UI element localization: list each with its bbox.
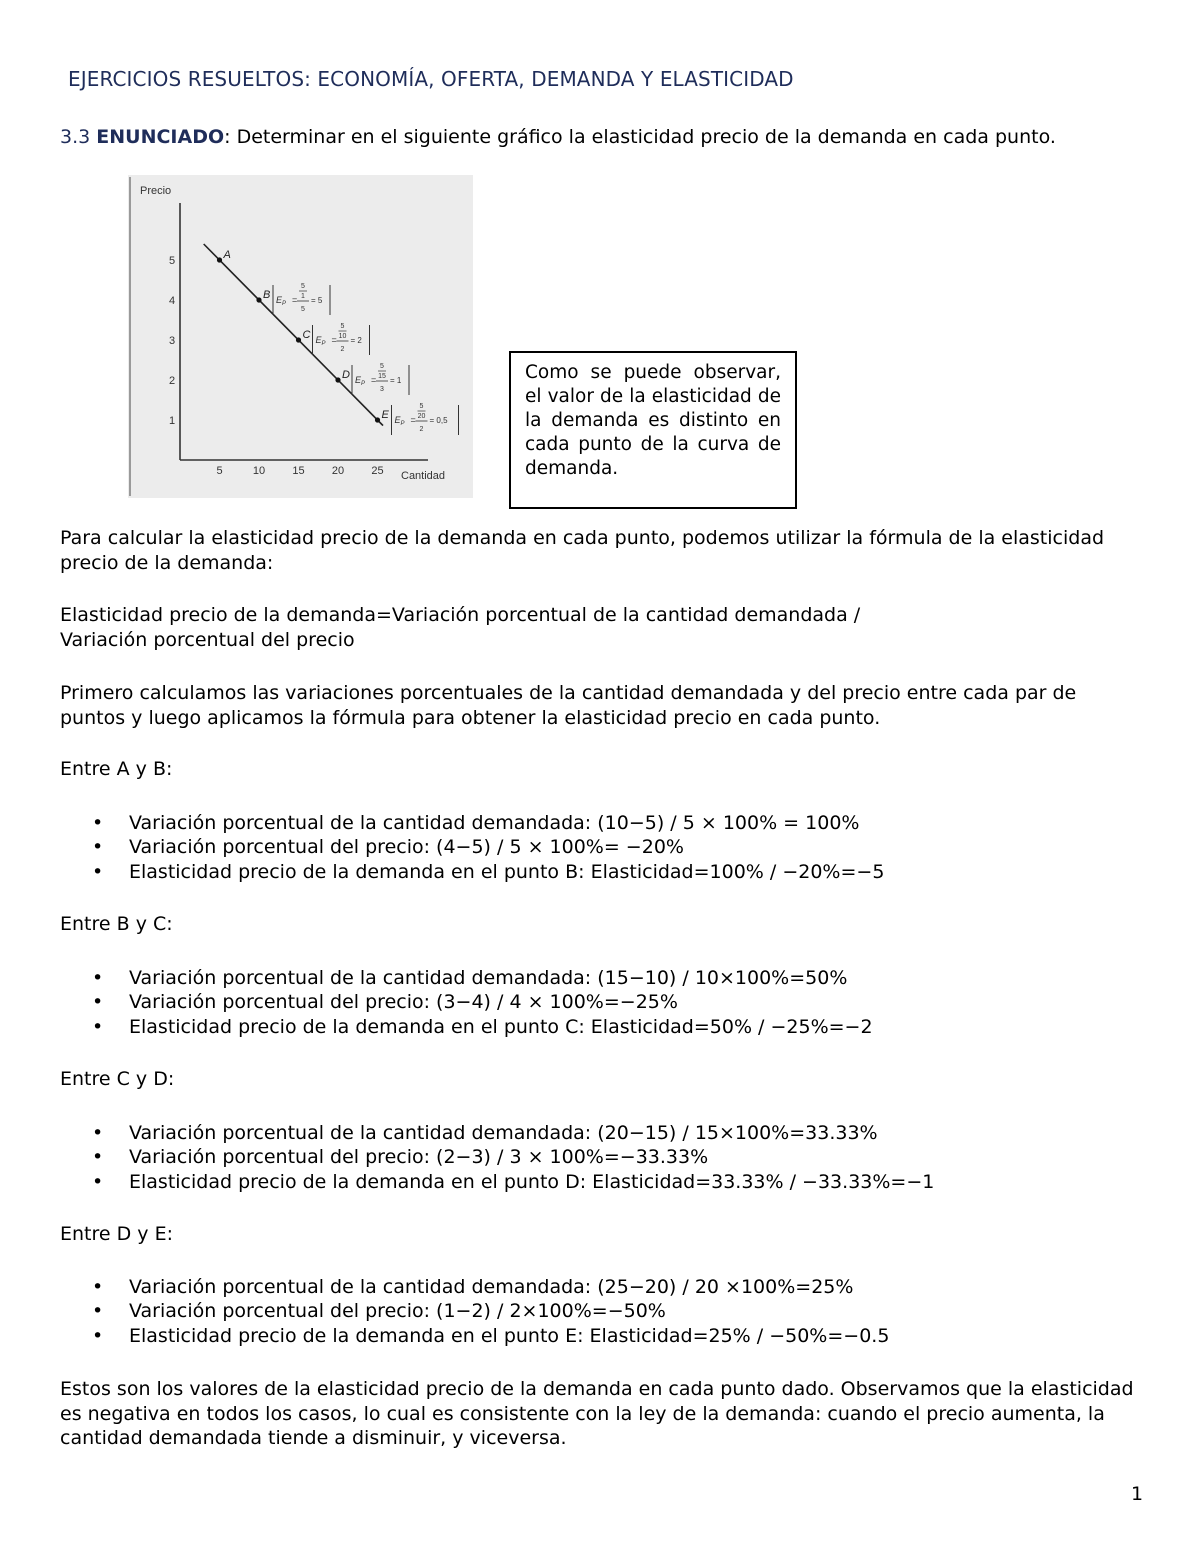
fraction-top: 5 — [301, 283, 305, 290]
data-point — [335, 377, 340, 382]
list-item: • Elasticidad precio de la demanda en el punto B: Elasticidad=100% / −20%=−5 — [60, 860, 884, 884]
exercise-statement — [60, 126, 1056, 148]
fraction-bottom: 15 — [378, 373, 386, 380]
x-tick-label: 10 — [252, 465, 266, 477]
demand-chart — [128, 175, 473, 498]
section-heading: Entre C y D: — [60, 1068, 175, 1090]
list-item: • Variación porcentual del precio: (4−5) / 5 × 100%= −20% — [60, 835, 884, 859]
point-label: E — [381, 409, 389, 421]
fraction-bottom: 10 — [338, 333, 347, 340]
list-item: • Variación porcentual del precio: (3−4) / 4 × 100%=−25% — [60, 990, 873, 1014]
fraction-denominator: 3 — [380, 386, 384, 393]
x-tick-label: 20 — [331, 465, 345, 477]
fraction-denominator: 2 — [340, 346, 345, 353]
list-item: • Variación porcentual del precio: (1−2) / 2×100%=−50% — [60, 1299, 889, 1323]
elasticity-result: = 5 — [311, 296, 323, 305]
list-item: • Elasticidad precio de la demanda en el punto C: Elasticidad=50% / −25%=−2 — [60, 1015, 873, 1039]
list-item: • Variación porcentual de la cantidad demandada: (20−15) / 15×100%=33.33% — [60, 1121, 934, 1145]
exercise-number: 3.3 — [60, 126, 91, 148]
data-point — [375, 417, 380, 422]
elasticity-symbol: $E_P$ — [276, 295, 287, 307]
conclusion-paragraph: Estos son los valores de la elasticidad precio de la demanda en cada punto dado. Observamos que la elasticidad es negativa en todos los casos, lo cual es consistente con la ley de la demanda: cuando el precio aumenta, la cantidad demandada tiende a disminuir, y viceversa. — [60, 1378, 1134, 1449]
section-heading: Entre D y E: — [60, 1223, 173, 1245]
fraction-top: 5 — [419, 403, 424, 410]
y-axis-label: Precio — [140, 185, 172, 197]
y-tick-label: 2 — [168, 375, 176, 387]
intro-paragraph: Para calcular la elasticidad precio de la demanda en cada punto, podemos utilizar la fórmula de la elasticidad precio de la demanda: — [60, 527, 1105, 574]
exercise-label: ENUNCIADO — [96, 126, 225, 148]
x-tick-label: 5 — [216, 465, 223, 477]
elasticity-symbol: $E_P$ — [315, 335, 326, 347]
equals-sign: = — [410, 415, 416, 425]
fraction-bottom: 1 — [301, 293, 305, 300]
bullet-list — [60, 1275, 889, 1348]
formula-paragraph — [60, 603, 1145, 652]
elasticity-symbol: $E_P$ — [394, 415, 405, 427]
y-tick-label: 1 — [168, 415, 176, 427]
callout-box: Como se puede observar, el valor de la elasticidad de la demanda es distinto en cada punto de la curva de demanda. — [509, 351, 797, 509]
point-label: B — [263, 289, 271, 301]
fraction-denominator: 5 — [301, 306, 305, 313]
list-item: • Variación porcentual de la cantidad demandada: (10−5) / 5 × 100% = 100% — [60, 811, 884, 835]
elasticity-result: = 1 — [390, 376, 402, 385]
method-paragraph: Primero calculamos las variaciones porcentuales de la cantidad demandada y del precio entre cada par de puntos y luego aplicamos la fórmula para obtener la elasticidad precio en cada punto. — [60, 682, 1077, 729]
list-item: • Variación porcentual del precio: (2−3) / 3 × 100%=−33.33% — [60, 1145, 934, 1169]
point-label: A — [223, 249, 231, 261]
formula-line-2: Variación porcentual del precio — [60, 628, 355, 651]
exercise-text: : Determinar en el siguiente gráfico la elasticidad precio de la demanda en cada punto. — [224, 126, 1056, 148]
page-number: 1 — [1131, 1483, 1144, 1505]
page-title: EJERCICIOS RESUELTOS: ECONOMÍA, OFERTA, DEMANDA Y ELASTICIDAD — [68, 67, 794, 91]
y-tick-label: 3 — [168, 335, 176, 347]
bullet-list — [60, 966, 873, 1039]
y-tick-label: 5 — [168, 255, 176, 267]
section-heading: Entre B y C: — [60, 913, 173, 935]
x-tick-label: 15 — [292, 465, 305, 477]
bullet-list — [60, 1121, 934, 1194]
data-point — [256, 297, 261, 302]
x-tick-label: 25 — [371, 465, 384, 477]
fraction-top: 5 — [340, 323, 345, 330]
elasticity-result: = 2 — [350, 336, 362, 345]
section-heading: Entre A y B: — [60, 758, 173, 780]
bullet-list — [60, 811, 884, 884]
list-item: • Variación porcentual de la cantidad demandada: (15−10) / 10×100%=50% — [60, 966, 873, 990]
data-point — [296, 337, 301, 342]
fraction-bottom: 20 — [417, 413, 426, 420]
y-tick-label: 4 — [168, 295, 176, 307]
elasticity-result: = 0,5 — [429, 416, 448, 425]
list-item: • Elasticidad precio de la demanda en el punto E: Elasticidad=25% / −50%=−0.5 — [60, 1324, 889, 1348]
fraction-top: 5 — [380, 363, 384, 370]
formula-line-1: Elasticidad precio de la demanda=Variación porcentual de la cantidad demandada / — [60, 604, 861, 626]
equals-sign: = — [331, 335, 337, 345]
list-item: • Elasticidad precio de la demanda en el punto D: Elasticidad=33.33% / −33.33%=−1 — [60, 1170, 934, 1194]
elasticity-symbol: $E_P$ — [355, 375, 366, 387]
fraction-denominator: 2 — [419, 426, 424, 433]
point-label: D — [342, 369, 350, 381]
x-axis-label: Cantidad — [401, 470, 446, 482]
list-item: • Variación porcentual de la cantidad demandada: (25−20) / 20 ×100%=25% — [60, 1275, 889, 1299]
equals-sign: = — [292, 295, 298, 305]
data-point — [217, 257, 222, 262]
equals-sign: = — [371, 375, 377, 385]
point-label: C — [302, 329, 311, 341]
